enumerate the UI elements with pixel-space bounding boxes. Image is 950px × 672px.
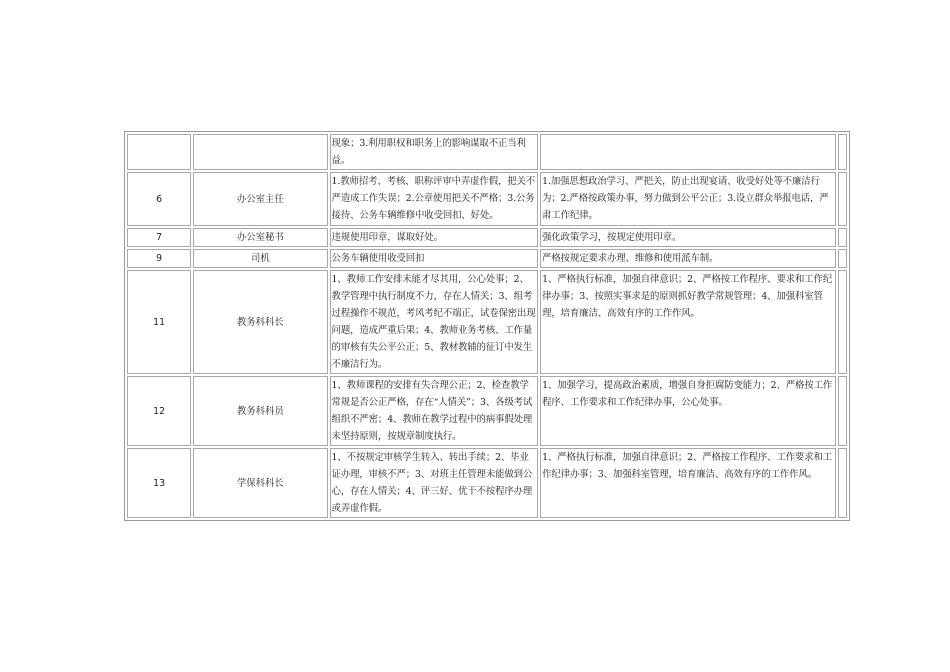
risk-cell (330, 448, 539, 518)
role-cell: 教务科科员 (193, 376, 327, 446)
risk-cell (330, 376, 539, 446)
risk-cell (330, 249, 539, 268)
risk-text: 1、教师课程的安排有失合理公正；2、检查教学常规是否公正严格，存在“人情关”；3、各级考试组织不严密；4、教师在教学过程中的病事假处理未坚持原则，按规章制度执行。 (331, 380, 533, 442)
row-number-cell: 11 (127, 270, 191, 374)
measure-text: 强化政策学习，按规定使用印章。 (542, 232, 682, 243)
measure-cell (540, 376, 836, 446)
measure-cell (540, 172, 836, 226)
role-cell: 办公室秘书 (193, 228, 327, 247)
role-cell: 学保科科长 (193, 448, 327, 518)
measure-cell (540, 134, 836, 170)
table-row (127, 228, 847, 247)
measure-text: 1、严格执行标准，加强自律意识；2、严格按工作程序、要求和工作纪律办事；3、按照实事求是的原则抓好教学常规管理；4、加强科室管理，培育廉洁、高效有序的工作作风。 (542, 274, 833, 319)
table-row (127, 249, 847, 268)
risk-cell (330, 228, 539, 247)
blank-cell (838, 376, 847, 446)
row-number-cell: 12 (127, 376, 191, 446)
row-number-cell: 7 (127, 228, 191, 247)
table-row (127, 376, 847, 446)
role-cell: 教务科科长 (193, 270, 327, 374)
measure-text: 1.加强思想政治学习、严把关，防止出现宴请、收受好处等不廉洁行为；2.严格按政策办事，努力做到公平公正；3.设立群众举报电话，严肃工作纪律。 (542, 176, 829, 221)
measure-cell (540, 448, 836, 518)
table-body (127, 134, 847, 518)
row-number-cell: 13 (127, 448, 191, 518)
table-row (127, 448, 847, 518)
blank-cell (838, 270, 847, 374)
table-row (127, 172, 847, 226)
risk-text: 公务车辆使用收受回扣 (331, 253, 425, 264)
role-cell: 司机 (193, 249, 327, 268)
role-cell: 办公室主任 (193, 172, 327, 226)
blank-cell (838, 172, 847, 226)
table-row (127, 270, 847, 374)
risk-cell (330, 172, 539, 226)
table-row (127, 134, 847, 170)
measure-cell (540, 249, 836, 268)
blank-cell (838, 228, 847, 247)
risk-text: 1.教师招考、考核、职称评审中弄虚作假，把关不严造成工作失误；2.公章使用把关不严格；3.公务接待、公务车辆维修中收受回扣、好处。 (331, 176, 536, 221)
role-cell (193, 134, 327, 170)
risk-text: 1、不按规定审核学生转入、转出手续；2、毕业证办理，审核不严；3、对班主任管理未能做到公心，存在人情关；4、评三好、优干不按程序办理或弄虚作假。 (331, 452, 533, 514)
measure-text: 1、严格执行标准，加强自律意识；2、严格按工作程序、工作要求和工作纪律办事；3、加强科室管理，培育廉洁、高效有序的工作作风。 (542, 452, 833, 480)
measure-text: 1、加强学习，提高政治素质，增强自身拒腐防变能力；2、严格按工作程序、工作要求和工作纪律办事，公心处事。 (542, 380, 833, 408)
measure-cell (540, 270, 836, 374)
row-number-cell: 9 (127, 249, 191, 268)
risk-text: 违规使用印章，谋取好处。 (331, 232, 443, 243)
blank-cell (838, 448, 847, 518)
row-number-cell (127, 134, 191, 170)
risk-text: 1、教师工作安排未能才尽其用，公心处事；2、教学管理中执行制度不力，存在人情关；3、组考过程操作不规范，考风考纪不端正，试卷保密出现问题，造成严重后果；4、教师业务考核、工作量的审核有失公平公正；5、教材教辅的征订中发生不廉洁行为。 (331, 274, 536, 370)
blank-cell (838, 249, 847, 268)
row-number-cell: 6 (127, 172, 191, 226)
risk-cell (330, 270, 539, 374)
duty-risk-table (124, 131, 850, 521)
blank-cell (838, 134, 847, 170)
measure-text: 严格按规定要求办理、维修和使用派车制。 (542, 253, 719, 264)
risk-cell (330, 134, 539, 170)
risk-text: 现象；3.利用职权和职务上的影响谋取不正当利益。 (331, 138, 526, 166)
measure-cell (540, 228, 836, 247)
